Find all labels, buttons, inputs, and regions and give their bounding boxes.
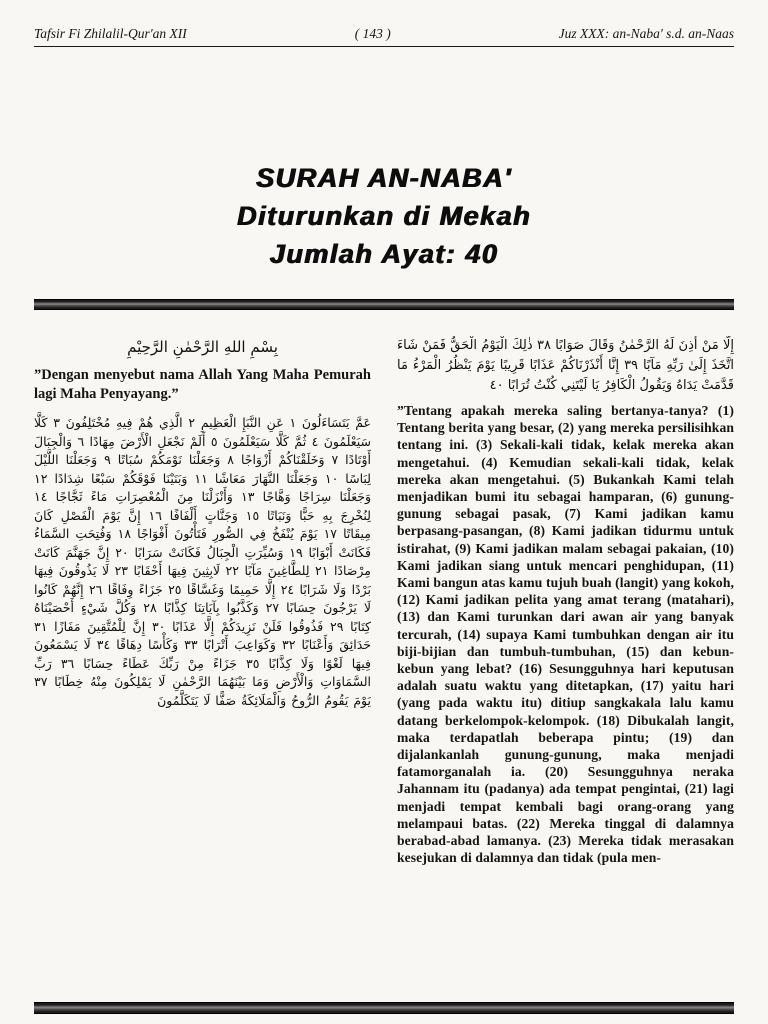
title-separator-bar: [34, 299, 734, 310]
surah-verse-count: Jumlah Ayat: 40: [269, 239, 499, 269]
page-body-columns: [34, 336, 734, 964]
header-book-title: Tafsir Fi Zhilalil-Qur'an XII: [34, 26, 187, 41]
header-page-number: ( 143 ): [354, 26, 391, 41]
surah-title-block: [34, 159, 734, 273]
left-column: [34, 336, 371, 964]
header-juz-info: Juz XXX: an-Naba' s.d. an-Naas: [558, 26, 734, 41]
bottom-separator-bar: [34, 1002, 734, 1014]
bismillah-translation: ”Dengan menyebut nama Allah Yang Maha Pemurah lagi Maha Penyayang.”: [34, 367, 371, 402]
page-header: [34, 26, 734, 47]
surah-translation-text: ”Tentang apakah mereka saling bertanya-tanya? (1) Tentang berita yang besar, (2) yang mereka persilisihkan tentang ini. (3) Sekali-kali tidak, kelak mereka akan mengetahui. (4) Kemudian sekali-kali tidak, kelak mereka akan mengetahui. (5) Bukankah Kami telah menjadikan bumi itu sebagai hamparan, (6) gunung-gunung sebagai pasak, (7) Kami jadikan kamu berpasang-pasangan, (8) Kami jadikan tidurmu untuk istirahat, (9) Kami jadikan malam sebagai pakaian, (10) Kami jadikan siang untuk mencari penghidupan, (11) Kami bangun atas kamu tujuh buah (langit) yang kokoh, (12) Kami jadikan pelita yang amat terang (matahari), (13) dan Kami turunkan dari awan air yang banyak tercurah, (14) supaya Kami tumbuhkan dengan air itu biji-bijian dan tumbuh-tumbuhan, (15) dan kebun-kebun yang lebat? (16) Sesungguhnya hari keputusan adalah suatu waktu yang ditetapkan, (17) yaitu hari (yang pada waktu itu) ditiup sangkakala lalu kamu datang berkelompok-kelompok. (18) Dibukalah langit, maka terdapatlah beberapa pintu; (19) dan dijalankanlah gunung-gunung, maka menjadi fatamorganalah ia. (20) Sesungguhnya neraka Jahannam itu (padanya) ada tempat pengintai, (21) lagi menjadi tempat kembali bagi orang-orang yang melampaui batas. (22) Mereka tinggal di dalamnya berabad-abad lamanya. (23) Mereka tidak merasakan kesejukan di dalamnya dan tidak (pula men-: [397, 403, 734, 866]
bismillah-arabic: بِسْمِ اللهِ الرَّحْمٰنِ الرَّحِيْمِ: [127, 338, 278, 356]
surah-revelation-place: Diturunkan di Mekah: [236, 201, 532, 231]
surah-arabic-continuation: إِلَّا مَنْ أَذِنَ لَهُ الرَّحْمٰنُ وَقَالَ صَوَابًا ٣٨ ذٰلِكَ الْيَوْمُ الْحَقُّ فَمَنْ شَاءَ اتَّخَذَ إِلَىٰ رَبِّهِ مَآبًا ٣٩ إِنَّا أَنْذَرْنَاكُمْ عَذَابًا قَرِيبًا يَوْمَ يَنْظُرُ الْمَرْءُ مَا قَدَّمَتْ يَدَاهُ وَيَقُولُ الْكَافِرُ يَا لَيْتَنِي كُنْتُ تُرَابًا ٤٠: [397, 338, 734, 393]
surah-title: SURAH AN-NABA': [256, 163, 512, 193]
surah-arabic-text: عَمَّ يَتَسَاءَلُونَ ١ عَنِ النَّبَإِ الْعَظِيمِ ٢ الَّذِي هُمْ فِيهِ مُخْتَلِفُونَ ٣ كَلَّا سَيَعْلَمُونَ ٤ ثُمَّ كَلَّا سَيَعْلَمُونَ ٥ أَلَمْ نَجْعَلِ الْأَرْضَ مِهَادًا ٦ وَالْجِبَالَ أَوْتَادًا ٧ وَخَلَقْنَاكُمْ أَزْوَاجًا ٨ وَجَعَلْنَا نَوْمَكُمْ سُبَاتًا ٩ وَجَعَلْنَا اللَّيْلَ لِبَاسًا ١٠ وَجَعَلْنَا النَّهَارَ مَعَاشًا ١١ وَبَنَيْنَا فَوْقَكُمْ سَبْعًا شِدَادًا ١٢ وَجَعَلْنَا سِرَاجًا وَهَّاجًا ١٣ وَأَنْزَلْنَا مِنَ الْمُعْصِرَاتِ مَاءً ثَجَّاجًا ١٤ لِنُخْرِجَ بِهِ حَبًّا وَنَبَاتًا ١٥ وَجَنَّاتٍ أَلْفَافًا ١٦ إِنَّ يَوْمَ الْفَصْلِ كَانَ مِيقَاتًا ١٧ يَوْمَ يُنْفَخُ فِي الصُّورِ فَتَأْتُونَ أَفْوَاجًا ١٨ وَفُتِحَتِ السَّمَاءُ فَكَانَتْ أَبْوَابًا ١٩ وَسُيِّرَتِ الْجِبَالُ فَكَانَتْ سَرَابًا ٢٠ إِنَّ جَهَنَّمَ كَانَتْ مِرْصَادًا ٢١ لِلطَّاغِينَ مَآبًا ٢٢ لَابِثِينَ فِيهَا أَحْقَابًا ٢٣ لَا يَذُوقُونَ فِيهَا بَرْدًا وَلَا شَرَابًا ٢٤ إِلَّا حَمِيمًا وَغَسَّاقًا ٢٥ جَزَاءً وِفَاقًا ٢٦ إِنَّهُمْ كَانُوا لَا يَرْجُونَ حِسَابًا ٢٧ وَكَذَّبُوا بِآيَاتِنَا كِذَّابًا ٢٨ وَكُلَّ شَيْءٍ أَحْصَيْنَاهُ كِتَابًا ٢٩ فَذُوقُوا فَلَنْ نَزِيدَكُمْ إِلَّا عَذَابًا ٣٠ إِنَّ لِلْمُتَّقِينَ مَفَازًا ٣١ حَدَائِقَ وَأَعْنَابًا ٣٢ وَكَوَاعِبَ أَتْرَابًا ٣٣ وَكَأْسًا دِهَاقًا ٣٤ لَا يَسْمَعُونَ فِيهَا لَغْوًا وَلَا كِذَّابًا ٣٥ جَزَاءً مِنْ رَبِّكَ عَطَاءً حِسَابًا ٣٦ رَبِّ السَّمَاوَاتِ وَالْأَرْضِ وَمَا بَيْنَهُمَا الرَّحْمٰنِ لَا يَمْلِكُونَ مِنْهُ خِطَابًا ٣٧ يَوْمَ يَقُومُ الرُّوحُ وَالْمَلَائِكَةُ صَفًّا لَا يَتَكَلَّمُونَ: [34, 415, 371, 708]
right-column: [397, 336, 734, 964]
